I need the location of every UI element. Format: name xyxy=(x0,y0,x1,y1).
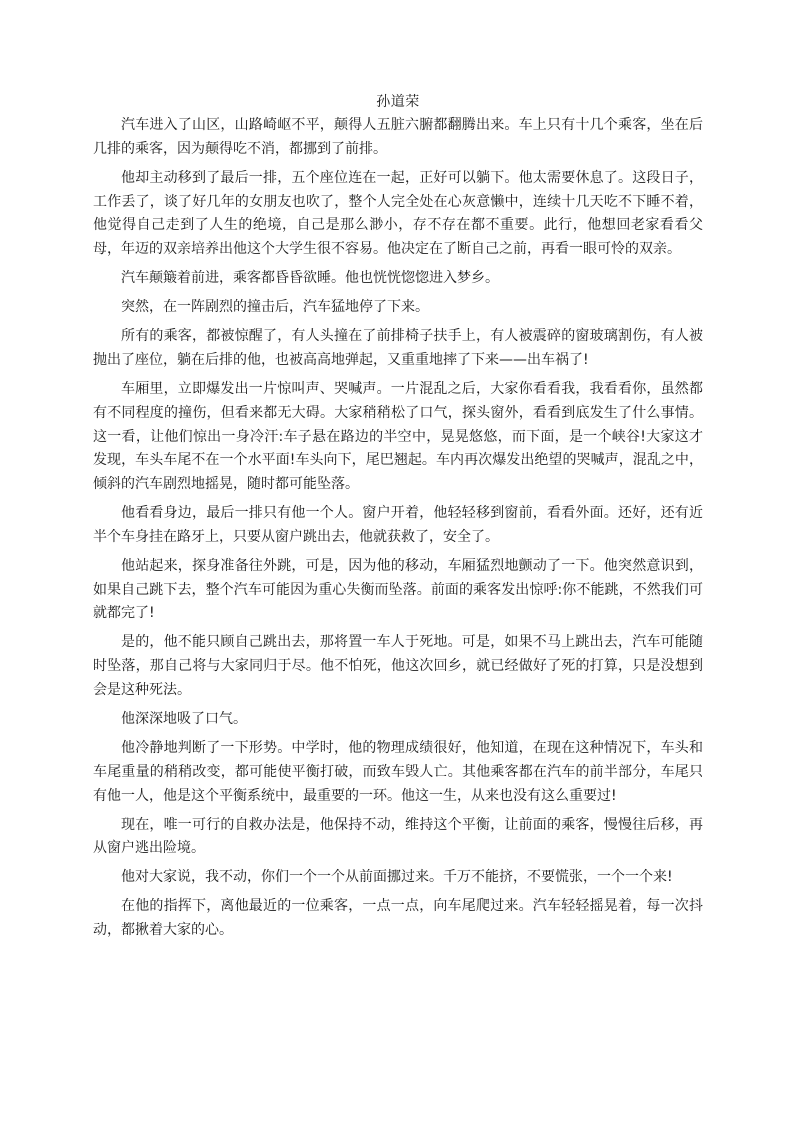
paragraph: 突然，在一阵剧烈的撞击后，汽车猛地停了下来。 xyxy=(121,299,429,316)
paragraph: 他站起来，探身准备往外跳，可是，因为他的移动，车厢猛烈地颤动了一下。他突然意识到，如果自己跳下去，整个汽车可能因为重心失衡而坠落。前面的乘客发出惊呼:你不能跳，不然我们可就都完了! xyxy=(93,557,703,622)
paragraph: 汽车进入了山区，山路崎岖不平，颠得人五脏六腑都翻腾出来。车上只有十几个乘客，坐在后几排的乘客，因为颠得吃不消，都挪到了前排。 xyxy=(93,117,703,157)
paragraph: 所有的乘客，都被惊醒了，有人头撞在了前排椅子扶手上，有人被震碎的窗玻璃割伤，有人被抛出了座位，躺在后排的他，也被高高地弹起，又重重地摔了下来——出车祸了! xyxy=(93,328,703,368)
story-body xyxy=(93,114,703,943)
paragraph: 汽车颠簸着前进，乘客都昏昏欲睡。他也恍恍惚惚进入梦乡。 xyxy=(121,270,499,287)
author-name: 孙道荣 xyxy=(376,94,420,110)
paragraph: 在他的指挥下，离他最近的一位乘客，一点一点，向车尾爬过来。汽车轻轻摇晃着，每一次抖动，都揪着大家的心。 xyxy=(93,898,703,939)
paragraph: 他看看身边，最后一排只有他一个人。窗户开着，他轻轻移到窗前，看看外面。还好，还有近半个车身挂在路牙上，只要从窗户跳出去，他就获救了，安全了。 xyxy=(93,505,703,545)
paragraph: 现在，唯一可行的自救办法是，他保持不动，维持这个平衡，让前面的乘客，慢慢往后移，再从窗户逃出险境。 xyxy=(93,816,703,857)
paragraph: 车厢里，立即爆发出一片惊叫声、哭喊声。一片混乱之后，大家你看看我，我看看你，虽然都有不同程度的撞伤，但看来都无大碍。大家稍稍松了口气，探头窗外，看看到底发生了什么事情。这一看，让他们惊出一身冷汗:车子悬在路边的半空中，晃晃悠悠，而下面，是一个峡谷!大家这才发现，车头车尾不在一个水平面!车头向下，尾巴翘起。车内再次爆发出绝望的哭喊声，混乱之中，倾斜的汽车剧烈地摇晃，随时都可能坠落。 xyxy=(93,380,703,493)
paragraph: 他冷静地判断了一下形势。中学时，他的物理成绩很好，他知道，在现在这种情况下，车头和车尾重量的稍稍改变，都可能使平衡打破，而致车毁人亡。其他乘客都在汽车的前半部分，车尾只有他一人，他是这个平衡系统中，最重要的一环。他这一生，从来也没有这么重要过! xyxy=(93,740,703,804)
paragraph: 他却主动移到了最后一排，五个座位连在一起，正好可以躺下。他太需要休息了。这段日子，工作丢了，谈了好几年的女朋友也吹了，整个人完全处在心灰意懒中，连续十几天吃不下睡不着，他觉得自己走到了人生的绝境，自己是那么渺小，存不存在都不重要。此行，他想回老家看看父母，年迈的双亲培养出他这个大学生很不容易。他决定在了断自己之前，再看一眼可怜的双亲。 xyxy=(93,169,703,258)
paragraph: 他深深地吸了口气。 xyxy=(121,711,247,728)
paragraph: 是的，他不能只顾自己跳出去，那将置一车人于死地。可是，如果不马上跳出去，汽车可能随时坠落，那自己将与大家同归于尽。他不怕死，他这次回乡，就已经做好了死的打算，只是没想到会是这种死法。 xyxy=(93,634,703,699)
document-page xyxy=(93,92,703,948)
paragraph: 他对大家说，我不动，你们一个一个从前面挪过来。千万不能挤，不要慌张，一个一个来! xyxy=(121,869,673,886)
